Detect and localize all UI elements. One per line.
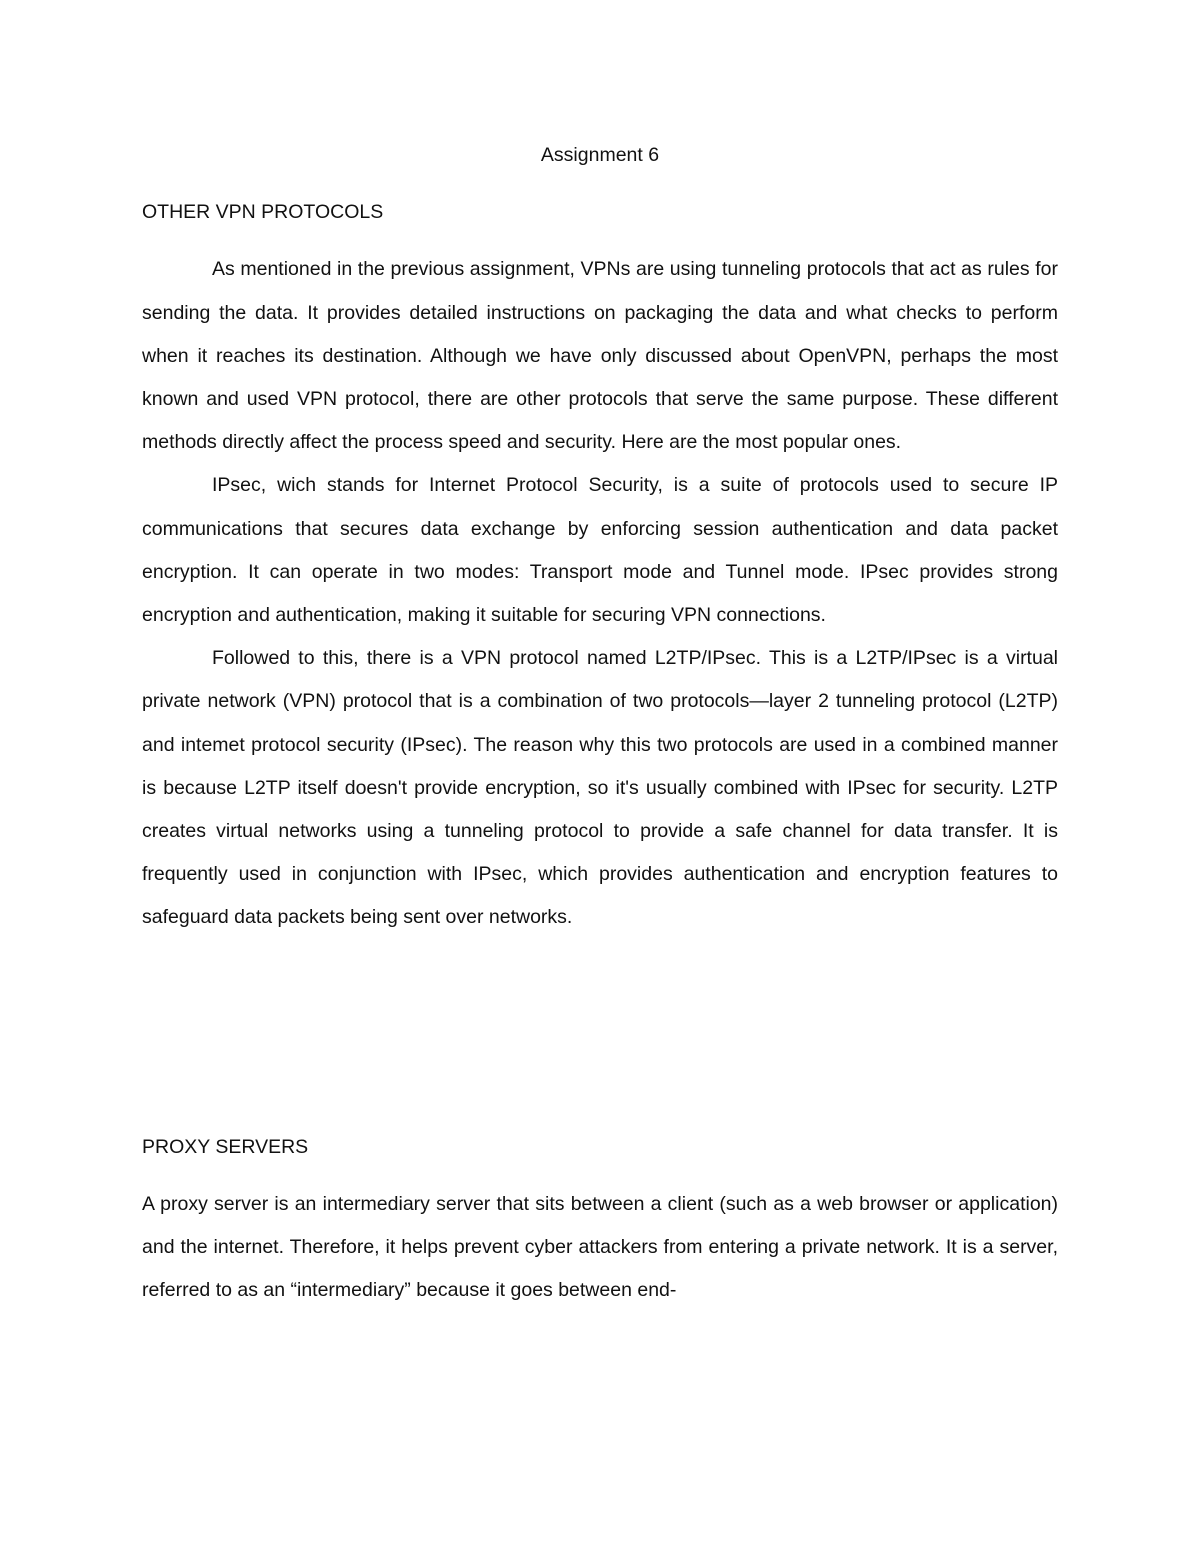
paragraph-proxy-intro: A proxy server is an intermediary server that sits between a client (such as a web browser or application) and the internet. Therefore, it helps prevent cyber attackers from entering a private network. It is a server, referred to as an “intermediary” because it goes between end-	[142, 1192, 1058, 1302]
paragraph-l2tp-ipsec: Followed to this, there is a VPN protocol named L2TP/IPsec. This is a L2TP/IPsec is a virtual private network (VPN) protocol that is a combination of two protocols—layer 2 tunneling protocol (L2TP) and intemet protocol security (IPsec). The reason why this two protocols are used in a combined manner is because L2TP itself doesn't provide encryption, so it's usually combined with IPsec for security. L2TP creates virtual networks using a tunneling protocol to provide a safe channel for data transfer. It is frequently used in conjunction with IPsec, which provides authentication and encryption features to safeguard data packets being sent over networks.	[142, 647, 1058, 929]
document-title: Assignment 6	[540, 144, 660, 166]
paragraph-vpn-intro: As mentioned in the previous assignment, VPNs are using tunneling protocols that act as rules for sending the data. It provides detailed instructions on packaging the data and what checks to perform when it reaches its destination. Although we have only discussed about OpenVPN, perhaps the most known and used VPN protocol, there are other protocols that serve the same purpose. These different methods directly affect the process speed and security. Here are the most popular ones.	[142, 258, 1058, 454]
section-spacer	[142, 940, 1058, 1112]
document-body	[142, 134, 1058, 1312]
section-heading-vpn-protocols: OTHER VPN PROTOCOLS	[142, 201, 384, 224]
paragraph-ipsec: IPsec, wich stands for Internet Protocol Security, is a suite of protocols used to secure IP communications that secures data exchange by enforcing session authentication and data packet encryption. It can operate in two modes: Transport mode and Tunnel mode. IPsec provides strong encryption and authentication, making it suitable for securing VPN connections.	[142, 474, 1058, 627]
section-heading-proxy-servers: PROXY SERVERS	[142, 1135, 309, 1158]
